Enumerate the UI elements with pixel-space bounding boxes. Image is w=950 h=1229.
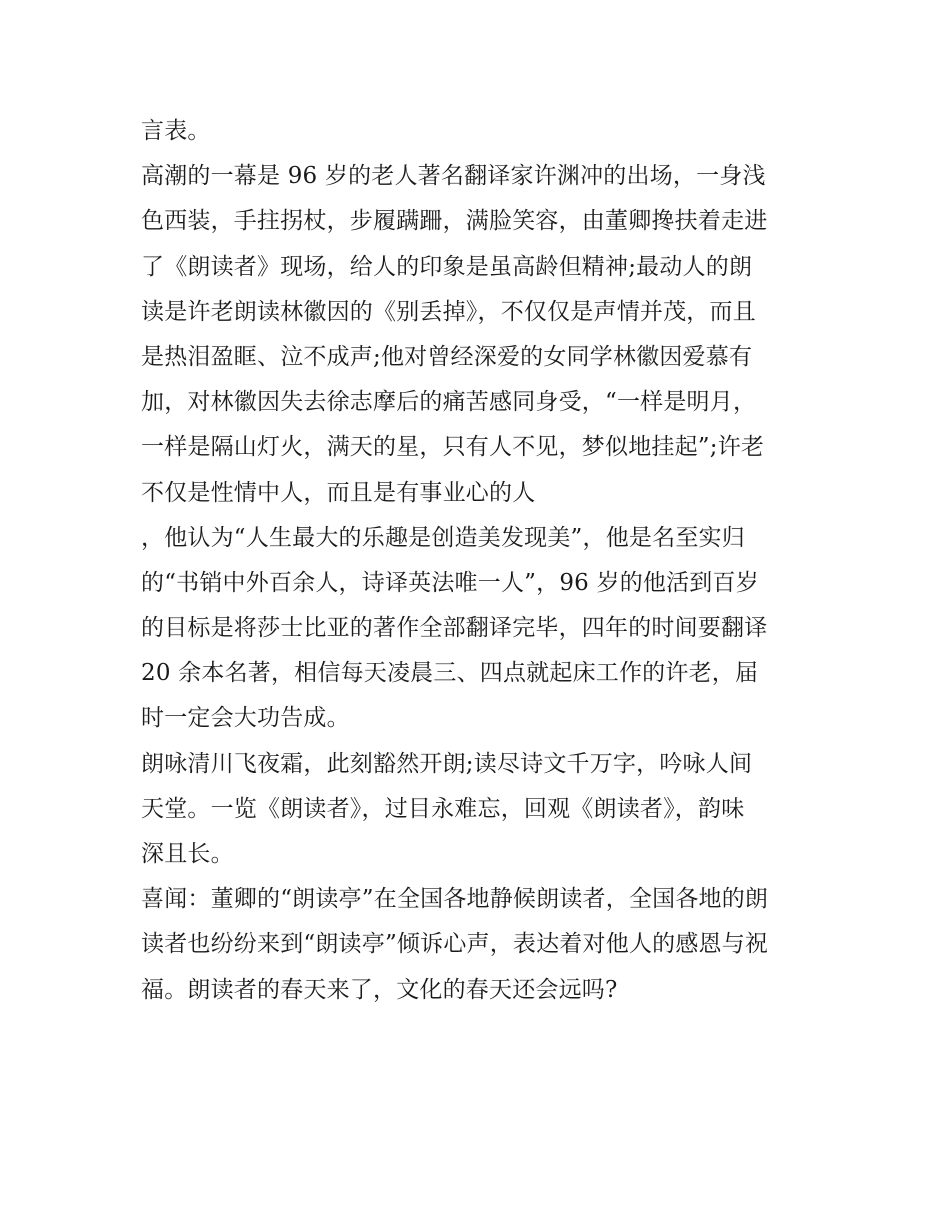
body-text	[141, 109, 821, 1013]
text-line: 的“书销中外百余人，诗译英法唯一人”，96 岁的他活到百岁	[141, 569, 759, 596]
text-line: 福。朗读者的春天来了，文化的春天还会远吗?	[141, 976, 618, 1003]
text-line: 色西装，手拄拐杖，步履蹒跚，满脸笑容，由董卿搀扶着走进	[141, 208, 768, 235]
text-line: 读是许老朗读林徽因的《别丢掉》，不仅仅是声情并茂，而且	[141, 298, 756, 325]
text-line: 了《朗读者》现场，给人的印象是虽高龄但精神;最动人的朗	[141, 253, 753, 280]
text-line: 言表。	[141, 118, 211, 144]
text-line: 时一定会大功告成。	[141, 705, 350, 732]
text-line: 天堂。一览《朗读者》，过目永难忘，回观《朗读者》，韵味	[141, 795, 745, 822]
text-line: 朗咏清川飞夜霜，此刻豁然开朗;读尽诗文千万字，吟咏人间	[141, 750, 753, 777]
text-line: 不仅是性情中人，而且是有事业心的人	[141, 479, 536, 506]
text-line: 是热泪盈眶、泣不成声;他对曾经深爱的女同学林徽因爱慕有	[141, 343, 753, 370]
text-line: 20 余本名著，相信每天凌晨三、四点就起床工作的许老，届	[141, 660, 759, 687]
text-line: 高潮的一幕是 96 岁的老人著名翻译家许渊冲的出场，一身浅	[141, 163, 766, 190]
text-line: 深且长。	[141, 841, 234, 867]
text-line: 喜闻：董卿的“朗读亭”在全国各地静候朗读者，全国各地的朗	[141, 886, 769, 913]
text-line: ，他认为“人生最大的乐趣是创造美发现美”，他是名至实归	[141, 524, 745, 551]
text-line: 加，对林徽因失去徐志摩后的痛苦感同身受，“一样是明月，	[141, 389, 757, 416]
text-line: 读者也纷纷来到“朗读亭”倾诉心声，表达着对他人的感恩与祝	[141, 931, 769, 958]
text-line: 的目标是将莎士比亚的著作全部翻译完毕，四年的时间要翻译	[141, 615, 768, 642]
text-line: 一样是隔山灯火，满天的星，只有人不见，梦似地挂起”;许老	[141, 434, 765, 461]
